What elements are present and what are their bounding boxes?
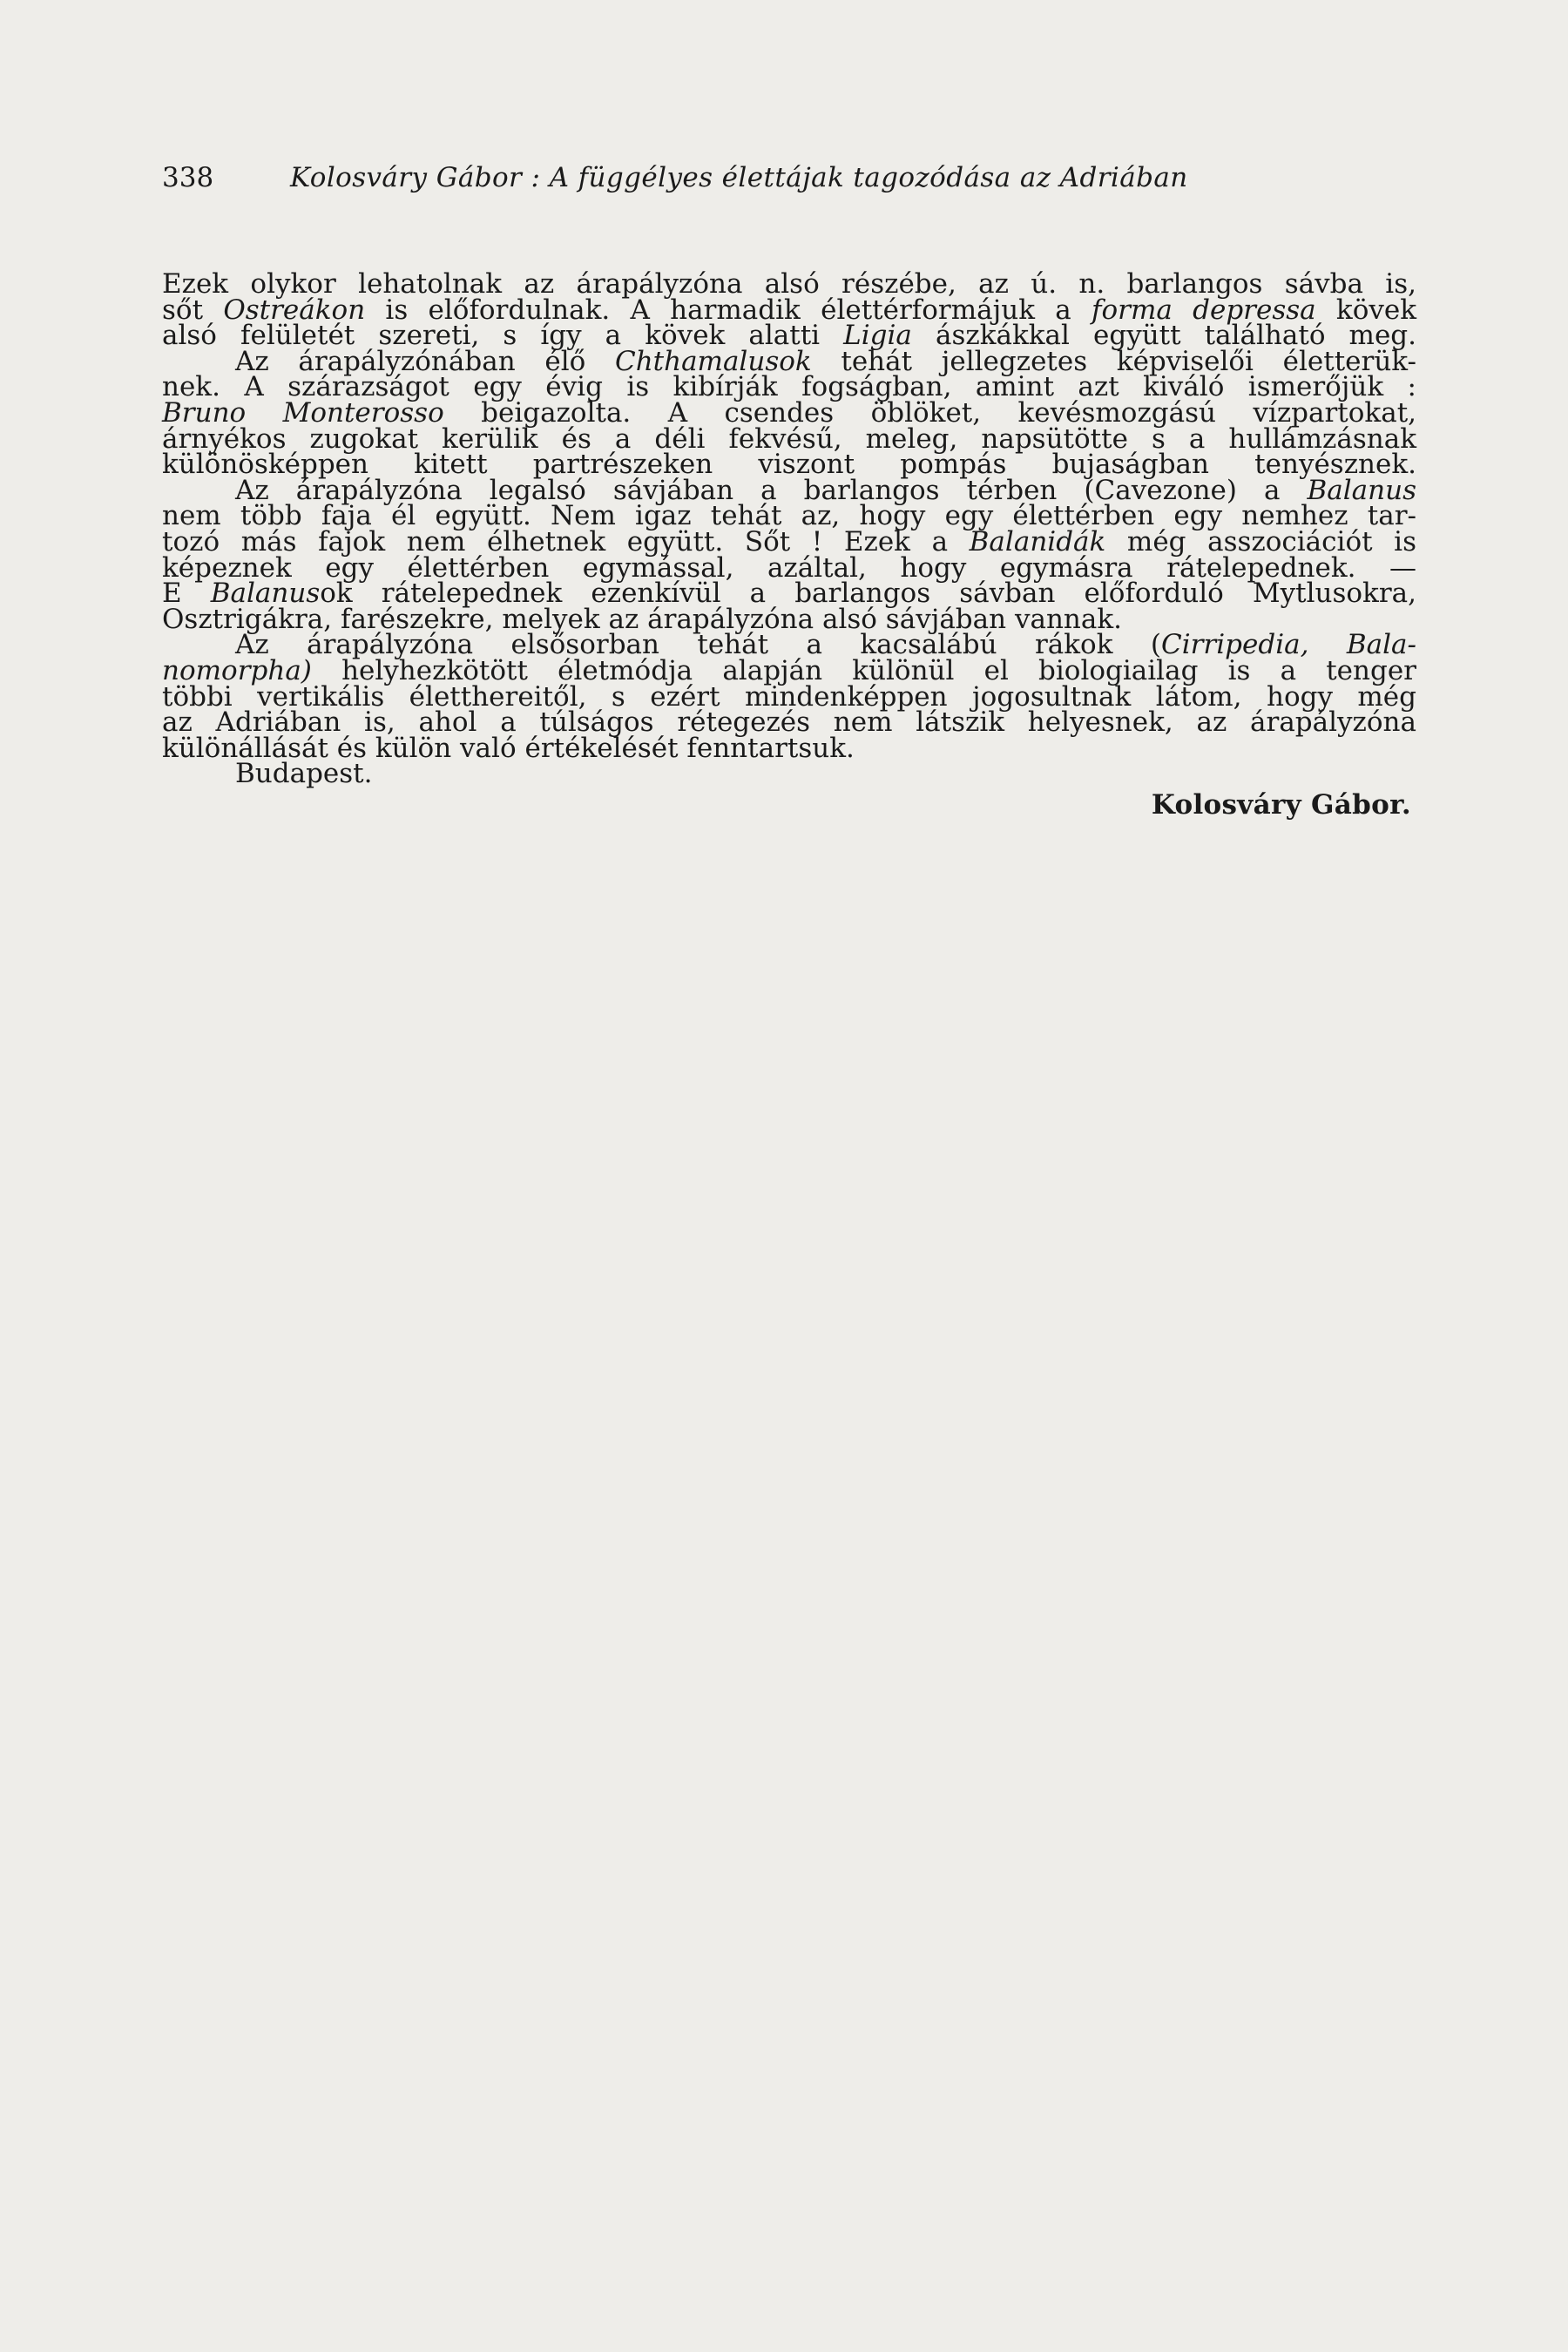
text-line: alsó felületét szereti, s így a kövek alatti Ligia ászkákkal együtt található meg. xyxy=(162,320,1416,352)
text-line: E Balanusok rátelepednek ezenkívül a barlangos sávban előforduló Mytlusokra, xyxy=(162,578,1417,610)
text-line: különösképpen kitett partrészeken viszont pompás bujaságban tenyésznek. xyxy=(162,449,1416,481)
text-line: árnyékos zugokat kerülik és a déli fekvésű, meleg, napsütötte s a hullámzásnak xyxy=(162,422,1416,455)
text-line: sőt Ostreákon is előfordulnak. A harmadik élettérformájuk a forma depressa kövek xyxy=(162,294,1417,326)
text-line: tozó más fajok nem élhetnek együtt. Sőt ! Ezek a Balanidák még asszociációt is xyxy=(162,525,1416,558)
running-title: Kolosváry Gábor : A függélyes élettájak tagozódása az Adriában xyxy=(290,162,1188,193)
text-line: többi vertikális életthereitől, s ezért mindenképpen jogosultnak látom, hogy még xyxy=(162,680,1416,713)
text-line: Osztrigákra, farészekre, melyek az árapályzóna alsó sávjában vannak. xyxy=(162,603,1122,635)
text-line: Bruno Monterosso beigazolta. A csendes öblöket, kevésmozgású vízpartokat, xyxy=(162,396,1417,429)
page-number: 338 xyxy=(162,162,214,193)
text-line: Az árapályzóna legalsó sávjában a barlangos térben (Cavezone) a Balanus xyxy=(235,474,1416,506)
place-line: Budapest. xyxy=(235,758,373,790)
text-line: nomorpha) helyhezkötött életmódja alapján különül el biologiailag is a tenger xyxy=(162,654,1416,686)
text-line: különállását és külön való értékelését fenntartsuk. xyxy=(162,732,855,764)
text-line: nek. A szárazságot egy évig is kibírják fogságban, amint azt kiváló ismerőjük : xyxy=(162,371,1416,403)
text-line: Az árapályzónában élő Chthamalusok tehát jellegzetes képviselői életterük- xyxy=(235,345,1416,377)
text-line: Ezek olykor lehatolnak az árapályzóna alsó részébe, az ú. n. barlangos sávba is, xyxy=(162,268,1416,300)
author-signature: Kolosváry Gábor. xyxy=(1151,788,1411,821)
text-line: nem több faja él együtt. Nem igaz tehát az, hogy egy élettérben egy nemhez tar- xyxy=(162,500,1416,532)
text-line: az Adriában is, ahol a túlságos rétegezés nem látszik helyesnek, az árapályzóna xyxy=(162,706,1416,739)
text-line: képeznek egy élettérben egymással, azáltal, hogy egymásra rátelepednek. — xyxy=(162,551,1416,584)
article-body xyxy=(162,268,1417,821)
text-line: Az árapályzóna elsősorban tehát a kacsalábú rákok (Cirripedia, Bala- xyxy=(235,629,1416,661)
page-header xyxy=(162,155,1416,200)
